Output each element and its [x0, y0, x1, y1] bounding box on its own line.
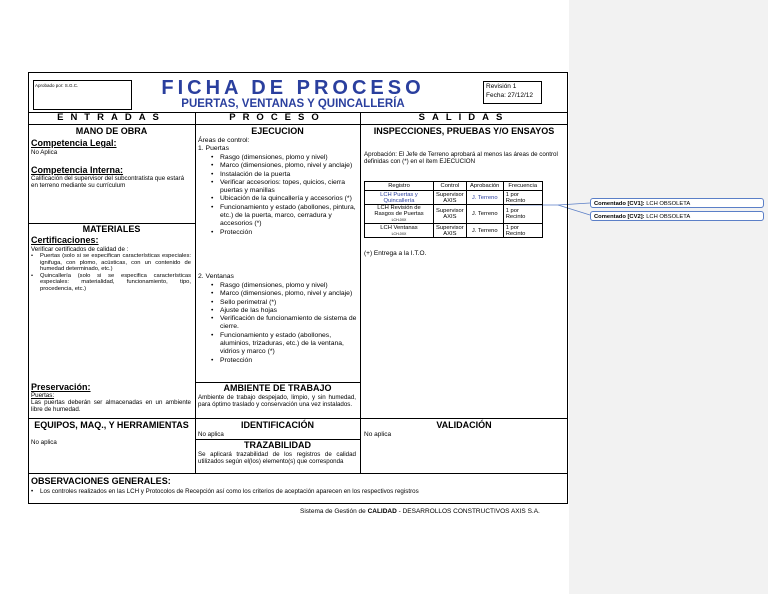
cell-aprobacion: J. Terreno — [466, 191, 503, 205]
competencia-legal-label: Competencia Legal: — [31, 138, 117, 148]
list-item: • Marco (dimensiones, plomo, nivel y anclaje) — [208, 162, 358, 170]
cell-aprobacion: J. Terreno — [466, 224, 503, 238]
ambiente-text: Ambiente de trabajo despejado, limpio, y sin humedad, para óptimo traslado y conservación una vez instalados. — [198, 394, 356, 408]
cell-frecuencia: 1 por Recinto — [503, 224, 542, 238]
list-item: • Quincallería (solo si se especifica características especiales: materialidad, funcionamiento, tipo, procedencia, etc.) — [28, 273, 191, 293]
mano-obra-title: MANO DE OBRA — [75, 126, 148, 136]
table-header-row — [365, 182, 543, 191]
footer-bold: CALIDAD — [367, 508, 397, 515]
comment-text: LCH OBSOLETA — [646, 214, 691, 220]
inspecciones-title: INSPECCIONES, PRUEBAS Y/O ENSAYOS — [373, 126, 555, 136]
cell-frecuencia: 1 por Recinto — [503, 205, 542, 224]
competencia-interna-label: Competencia Interna: — [31, 165, 124, 175]
ejecucion-title: EJECUCION — [251, 126, 304, 136]
list-item: • Rasgo (dimensiones, plomo y nivel) — [208, 154, 358, 162]
puertas-label: 1. Puertas — [198, 145, 229, 152]
materiales-title: MATERIALES — [82, 224, 141, 234]
preservacion-label: Preservación: — [31, 382, 91, 392]
observaciones-list — [28, 488, 419, 495]
list-item: • Marco (dimensiones, plomo, nivel y anclaje) — [208, 290, 358, 298]
comment-label: Comentado [CV1]: — [594, 201, 645, 207]
observaciones-title: OBSERVACIONES GENERALES: — [31, 476, 171, 486]
certificaciones-label: Certificaciones: — [31, 235, 99, 245]
list-item: • Los controles realizados en las LCH y Protocolos de Recepción así como los criterios de aceptación aparecen en los respectivos registros — [28, 488, 419, 495]
list-item: • Protección — [208, 229, 358, 237]
footer-suffix: - DESARROLLOS CONSTRUCTIVOS AXIS S.A. — [396, 508, 540, 515]
trazabilidad-title: TRAZABILIDAD — [244, 440, 311, 450]
approved-by: Aprobado por: S.G.C. — [35, 83, 79, 88]
col-header-salidas: SALIDAS — [418, 112, 510, 123]
identificacion-title: IDENTIFICACIÓN — [241, 420, 314, 430]
cell-registro — [365, 224, 434, 238]
certificaciones-intro: Verificar certificados de calidad de : — [31, 246, 129, 253]
footer-text — [300, 508, 540, 516]
list-item: • Ajuste de las hojas — [208, 307, 358, 315]
comment-label: Comentado [CV2]: — [594, 214, 645, 220]
list-item: • Verificación de funcionamiento de sistema de cierre. — [208, 315, 358, 332]
cell-frecuencia: 1 por Recinto — [503, 191, 542, 205]
page-title: FICHA DE PROCESO — [161, 77, 425, 99]
list-item: • Instalación de la puerta — [208, 171, 358, 179]
table-row — [365, 205, 543, 224]
equipos-title: EQUIPOS, MAQ., Y HERRAMIENTAS — [34, 420, 189, 430]
list-item: • Verificar accesorios: topes, quicios, cierra puertas y manillas — [208, 179, 358, 196]
aprobacion-text: Aprobación: El Jefe de Terreno aprobará al menos las áreas de control definidas con (*) en el ítem EJECUCION — [364, 151, 558, 165]
cell-control: Supervisor AXIS — [434, 224, 467, 238]
identificacion-value: No aplica — [198, 431, 224, 438]
entrega-text: (+) Entrega a la I.T.O. — [364, 250, 427, 257]
footer-prefix: Sistema de Gestión de — [300, 508, 368, 515]
table-row — [365, 191, 543, 205]
cell-control: Supervisor AXIS — [434, 191, 467, 205]
list-item: • Funcionamiento y estado (abollones, pintura, etc.) de la puerta, marco, cerradura y accesorios (*) — [208, 204, 358, 229]
areas-label: Áreas de control: — [198, 137, 250, 144]
comment-cv1[interactable] — [590, 198, 764, 208]
registros-table — [364, 181, 543, 238]
cell-registro — [365, 205, 434, 224]
registro-code: LCH-0XX — [391, 231, 407, 236]
col-control: Control — [434, 182, 467, 191]
page-subtitle: PUERTAS, VENTANAS Y QUINCALLERÍA — [181, 98, 405, 110]
registro-code: LCH-0XX — [391, 218, 407, 222]
list-item: • Sello perimetral (*) — [208, 299, 358, 307]
validacion-value: No aplica — [364, 431, 392, 438]
ventanas-list — [208, 282, 358, 365]
ventanas-label: 2. Ventanas — [198, 273, 234, 280]
list-item: • Ubicación de la quincallería y accesorios (*) — [208, 195, 358, 203]
competencia-legal-value: No Aplica — [31, 149, 58, 156]
comments-pane — [569, 0, 768, 594]
competencia-interna-value: Calificación del supervisor del subcontratista que estará en terreno mediante su currículum — [31, 175, 185, 189]
comment-text: LCH OBSOLETA — [646, 201, 691, 207]
col-aprobacion: Aprobación — [466, 182, 503, 191]
col-header-proceso: PROCESO — [229, 112, 326, 123]
revision-date: Fecha: 27/12/12 — [486, 92, 533, 99]
validacion-title: VALIDACIÓN — [436, 420, 492, 430]
col-frecuencia: Frecuencia — [503, 182, 542, 191]
preservacion-sub: Puertas: — [31, 392, 55, 399]
cell-control: Supervisor AXIS — [434, 205, 467, 224]
trazabilidad-text: Se aplicará trazabilidad de los registros de calidad utilizados según el(los) elemento(s) que corresponda — [198, 451, 356, 465]
list-item: • Puertas (solo si se especifican características especiales: ignifuga, con plomo, acústicas, con un contenido de humedad determinado, etc.) — [28, 253, 191, 273]
cell-aprobacion: J. Terreno — [466, 205, 503, 224]
list-item: • Funcionamiento y estado (abollones, aluminios, trizaduras, etc.) de la ventana, vidrios y marco (*) — [208, 332, 358, 357]
revision-label: Revisión 1 — [486, 83, 517, 90]
process-sheet — [28, 72, 568, 504]
list-item: • Protección — [208, 357, 358, 365]
cert-list — [28, 253, 191, 292]
comment-cv2[interactable] — [590, 211, 764, 221]
puertas-list — [208, 154, 358, 237]
list-item: • Rasgo (dimensiones, plomo y nivel) — [208, 282, 358, 290]
preservacion-value: Las puertas deberán ser almacenadas en un ambiente libre de humedad. — [31, 399, 191, 413]
col-header-entradas: ENTRADAS — [57, 112, 166, 123]
col-registro: Registro — [365, 182, 434, 191]
registro-name: LCH Ventanas — [380, 224, 418, 231]
registro-name: LCH Revisión de Rasgos de Puertas — [374, 205, 424, 217]
ambiente-title: AMBIENTE DE TRABAJO — [223, 383, 332, 393]
table-row — [365, 224, 543, 238]
equipos-value: No aplica — [31, 439, 57, 446]
cell-registro: LCH Puertas y Quincallería — [365, 191, 434, 205]
